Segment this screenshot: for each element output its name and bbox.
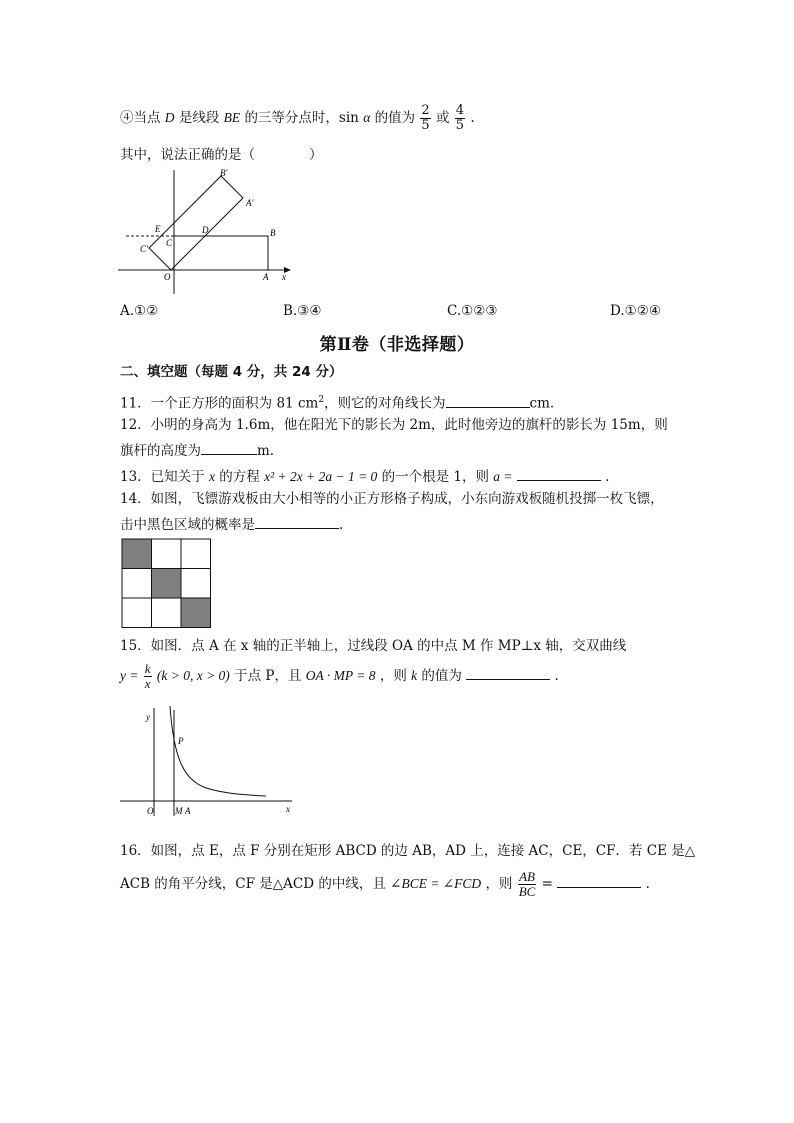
- statement-4: [120, 104, 475, 133]
- text: 的值为: [374, 110, 416, 126]
- text: .: [605, 469, 610, 485]
- choice-c: C.①②③: [447, 303, 498, 319]
- label-b-prime: B′: [220, 168, 228, 178]
- superscript: 2: [318, 395, 325, 405]
- text: 的一个根是 1，则: [381, 469, 489, 485]
- var-d: D: [164, 110, 175, 125]
- question-12-line1: 12．小明的身高为 1.6m，他在阳光下的影长为 2m，此时他旁边的旗杆的影长为 15m，则: [120, 417, 668, 433]
- question-16-line2: [120, 866, 650, 902]
- var-k: k: [411, 668, 418, 683]
- equation: x² + 2x + 2a − 1 = 0: [264, 469, 378, 484]
- text: ④当点: [120, 110, 161, 126]
- text: ，则它的对角线长为: [324, 395, 446, 412]
- text: 11．一个正方形的面积为 81 cm: [120, 395, 319, 412]
- text: 旗杆的高度为: [120, 443, 201, 459]
- frac-den: BC: [518, 884, 536, 899]
- label-a: A: [263, 272, 269, 282]
- label-x: x: [282, 272, 286, 282]
- label-o: O: [164, 272, 171, 282]
- fraction-k-x: [144, 662, 152, 691]
- question-11: [120, 391, 554, 413]
- text: m.: [257, 443, 275, 459]
- angle-equation: ∠BCE = ∠FCD: [390, 876, 482, 891]
- hyperbola-curve: [170, 706, 266, 796]
- var-a: a =: [493, 469, 513, 484]
- text: .: [645, 876, 650, 892]
- text: .: [470, 110, 475, 126]
- label-p: P: [178, 736, 184, 746]
- question-16-line1: 16．如图，点 E，点 F 分别在矩形 ABCD 的边 AB，AD 上，连接 AC，CE，CF．若 CE 是△: [120, 843, 696, 859]
- label-d: D: [202, 225, 209, 235]
- choice-d: D.①②④: [610, 303, 661, 319]
- question-15-line1: 15．如图．点 A 在 x 轴的正半轴上，过线段 OA 的中点 M 作 MP⊥x 轴，交双曲线: [120, 638, 627, 654]
- question-14-line2: [120, 514, 343, 534]
- label-o: O: [147, 806, 154, 816]
- text: 击中黑色区域的概率是: [120, 517, 255, 533]
- text: 或: [435, 110, 450, 126]
- text: 的值为: [421, 668, 462, 684]
- text: =: [541, 876, 553, 892]
- answer-blank: [557, 873, 641, 888]
- fraction-2-5: [420, 104, 430, 133]
- text: ，则: [485, 876, 513, 892]
- text: .: [339, 517, 344, 533]
- frac-den: 5: [455, 118, 465, 133]
- answer-blank: [517, 466, 601, 481]
- grid-cell: [122, 569, 152, 599]
- grid-cell-dark: [181, 598, 211, 628]
- label-y: y: [146, 712, 150, 722]
- grid-cell: [181, 569, 211, 599]
- grid-cell-dark: [122, 539, 152, 569]
- label-a: A: [185, 806, 191, 816]
- text: ，则: [379, 668, 407, 684]
- label-c: C: [166, 238, 173, 248]
- condition: (k > 0, x > 0): [156, 668, 230, 683]
- text: 的三等分点时，sin: [244, 110, 359, 126]
- text: cm.: [529, 395, 555, 412]
- section-title: 第Ⅱ卷（非选择题）: [319, 335, 475, 355]
- answer-blank: [446, 393, 530, 408]
- text: ACB 的角平分线，CF 是△ACD 的中线，且: [120, 876, 386, 892]
- text: 于点 P，且: [234, 668, 302, 684]
- frac-den: x: [144, 676, 151, 691]
- fraction-ab-bc: [518, 870, 537, 899]
- condition-product: OA · MP = 8: [305, 668, 376, 683]
- question-13: [120, 466, 609, 486]
- question-14-line1: 14．如图，飞镖游戏板由大小相等的小正方形格子构成，小东向游戏板随机投掷一枚飞镖，: [120, 491, 664, 507]
- frac-den: 5: [421, 118, 430, 133]
- text: 是线段: [178, 110, 220, 126]
- choice-b: B.③④: [283, 303, 322, 319]
- grid-cell-dark: [152, 569, 182, 599]
- label-x: x: [286, 804, 290, 814]
- grid-cell: [122, 598, 152, 628]
- figure-1-rectangle-rotation: [116, 166, 296, 298]
- frac-num: 4: [455, 103, 465, 118]
- var-be: BE: [223, 110, 241, 125]
- answer-blank: [255, 514, 339, 529]
- grid-cell: [152, 539, 182, 569]
- frac-num: 2: [421, 103, 430, 118]
- question-prompt: 其中，说法正确的是（ ）: [120, 147, 323, 163]
- label-m: M: [175, 806, 183, 816]
- rect-rotated: [149, 176, 243, 270]
- choice-a: A.①②: [120, 303, 159, 319]
- frac-num: k: [144, 661, 151, 676]
- frac-num: AB: [519, 869, 535, 884]
- grid-cell: [181, 539, 211, 569]
- label-e: E: [155, 224, 161, 234]
- var-alpha: α: [363, 110, 371, 125]
- label-c-prime: C′: [140, 244, 148, 254]
- part2-heading: 二、填空题（每题 4 分，共 24 分）: [120, 364, 343, 380]
- text: 13．已知关于: [120, 469, 205, 485]
- text: .: [554, 668, 559, 684]
- text: 的方程: [219, 469, 260, 485]
- label-b: B: [270, 228, 276, 238]
- answer-blank: [201, 440, 257, 455]
- dart-board-grid: [121, 538, 213, 628]
- grid-cell: [152, 598, 182, 628]
- var-y: y =: [120, 668, 139, 683]
- question-15-line2: [120, 661, 559, 691]
- figure-2-hyperbola: [116, 704, 300, 820]
- var-x: x: [208, 469, 215, 484]
- label-a-prime: A′: [246, 198, 254, 208]
- answer-blank: [466, 665, 550, 680]
- fraction-4-5: [455, 104, 465, 133]
- question-12-line2: [120, 440, 274, 460]
